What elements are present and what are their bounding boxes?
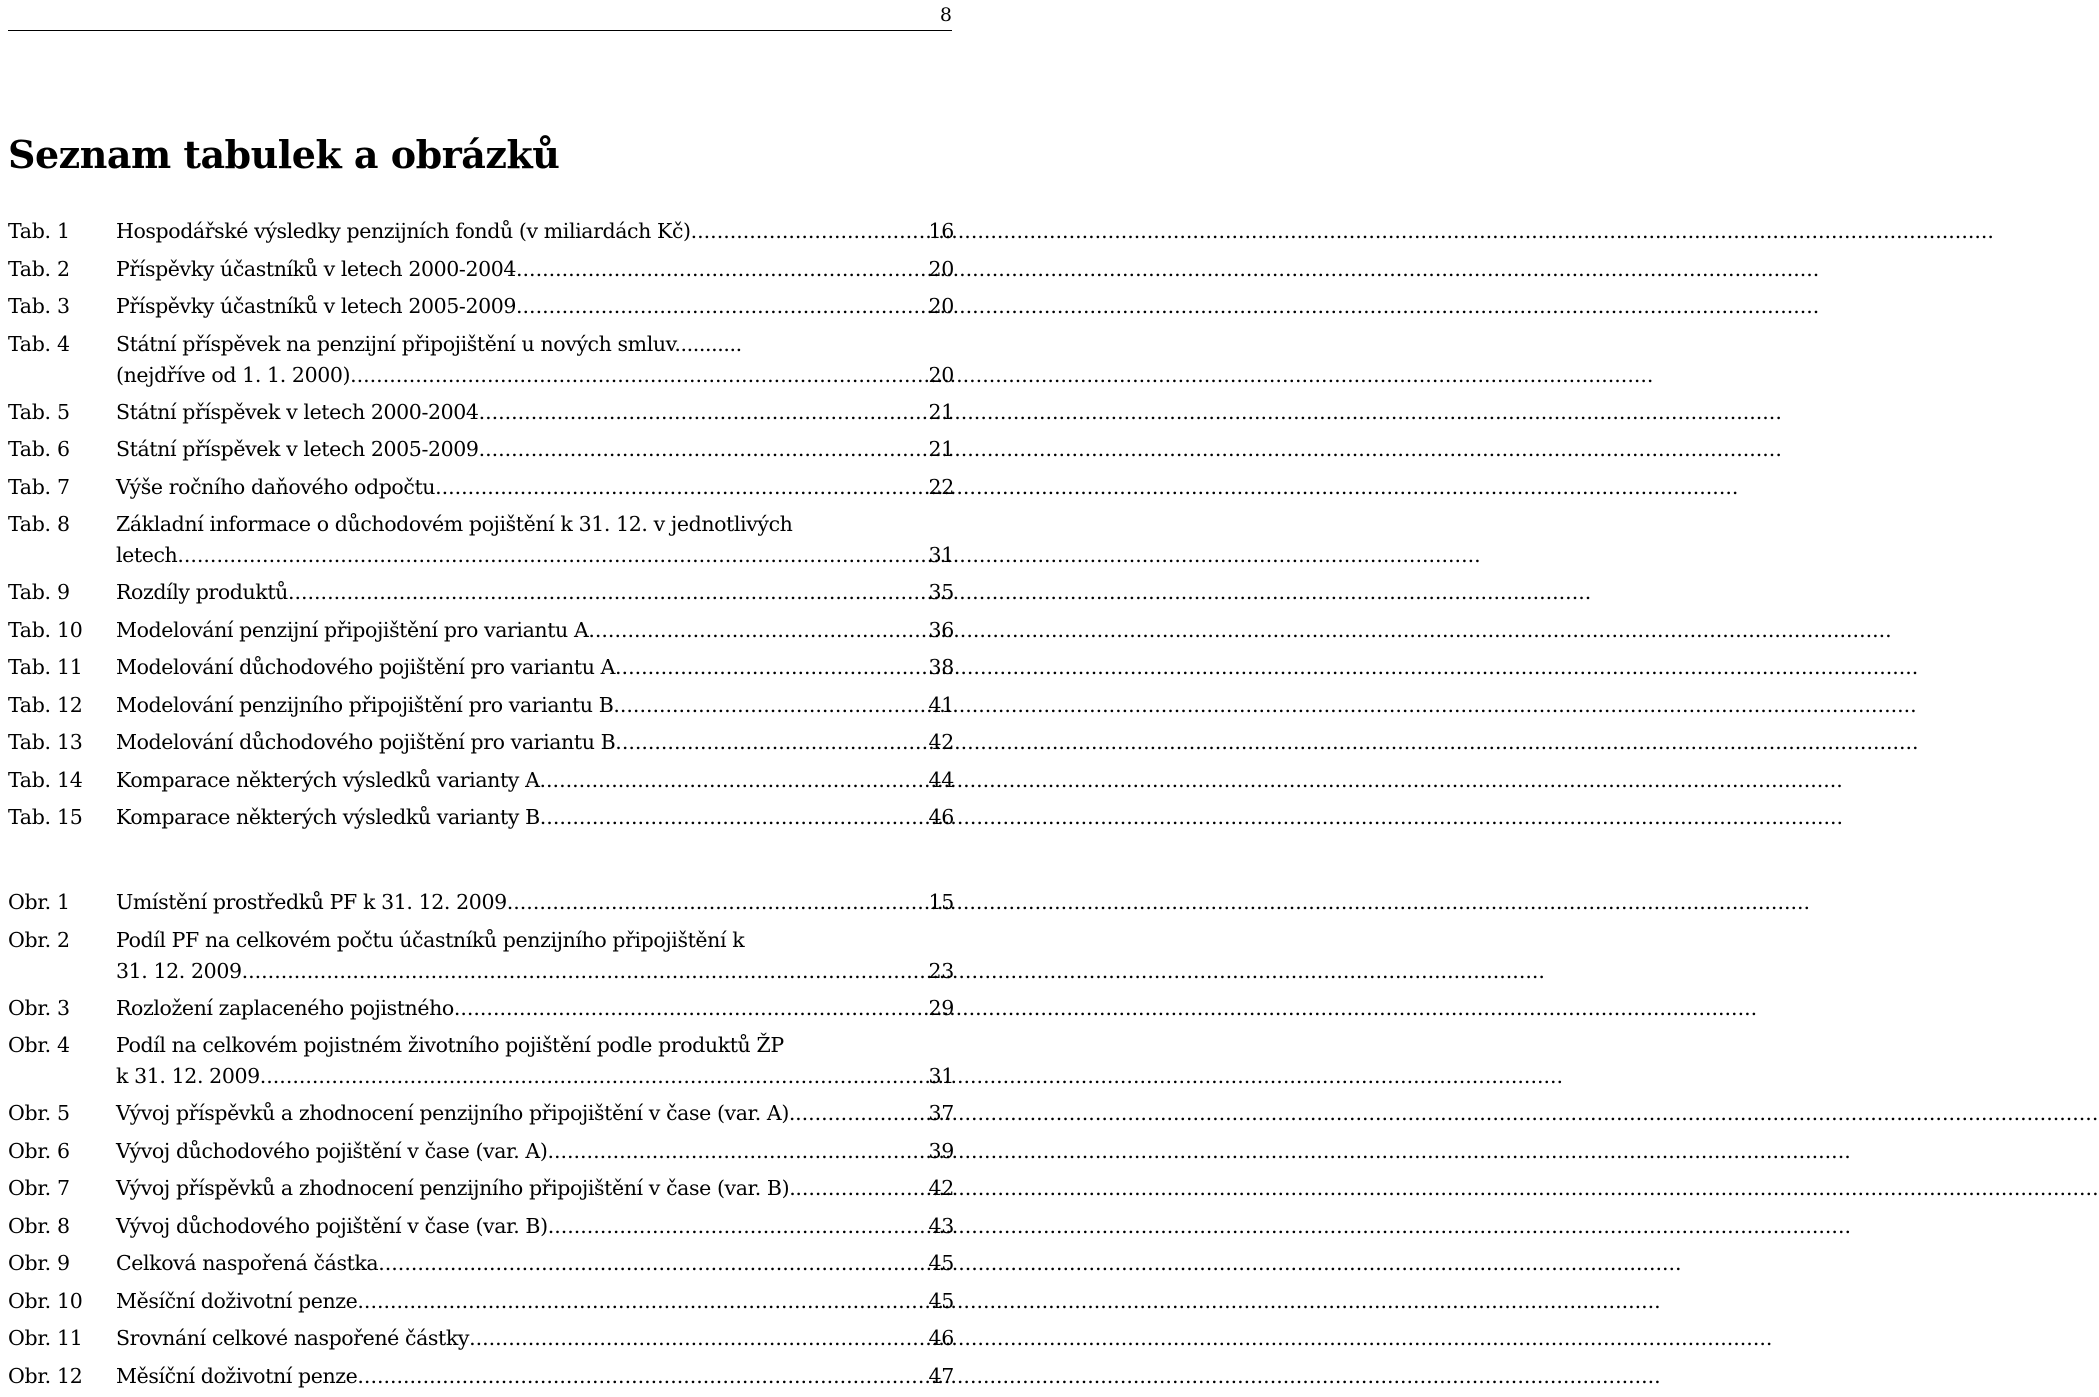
- figure-entry-label: Obr. 7: [8, 1176, 70, 1200]
- table-entry-title: Modelování důchodového pojištění pro variantu A: [116, 655, 616, 679]
- figure-entry-page-number: 31: [928, 1064, 954, 1088]
- figure-entry-label: Obr. 6: [8, 1138, 70, 1163]
- dot-leader: [795, 1095, 926, 1133]
- table-entry-title: Příspěvky účastníků v letech 2005-2009: [116, 294, 517, 318]
- table-entry-title-line: Základní informace o důchodovém pojištění k 31. 12. v jednotlivých: [116, 512, 793, 536]
- table-entry-title: Výše ročního daňového odpočtu: [116, 474, 436, 499]
- table-entry-label: Tab. 4: [8, 331, 70, 356]
- figure-entry-body: [116, 1133, 954, 1171]
- table-entry-page-number: 44: [928, 767, 954, 792]
- table-entry[interactable]: [8, 762, 954, 800]
- table-entry-label: Tab. 11: [8, 655, 83, 679]
- table-entry[interactable]: [8, 288, 954, 326]
- figure-entry-page-number: 29: [928, 995, 954, 1020]
- figure-entry-page-number: 43: [928, 1213, 954, 1238]
- table-entry-body: [116, 288, 954, 326]
- dot-leader: [691, 213, 927, 251]
- figure-entry-label: Obr. 11: [8, 1326, 83, 1350]
- table-entry-page-number: 21: [928, 399, 954, 424]
- table-entry-body: [116, 612, 954, 650]
- table-entry-body: [116, 799, 954, 837]
- figure-entry[interactable]: [8, 1208, 954, 1246]
- dot-leader: [548, 1208, 927, 1246]
- dot-leader: [288, 574, 927, 612]
- table-entry-page-number: 20: [928, 256, 954, 281]
- page-number: 8: [939, 4, 952, 26]
- table-entry-title: Rozdíly produktů: [116, 580, 288, 604]
- figure-entry-title: k 31. 12. 2009: [116, 1064, 260, 1088]
- table-entry-label: Tab. 8: [8, 512, 70, 536]
- table-entry-body: [116, 762, 954, 800]
- figure-entry-leader-line: [116, 1095, 954, 1133]
- table-entry-leader-line: [116, 540, 954, 571]
- table-entry-page-number: 21: [928, 437, 954, 461]
- figure-entry-body: [116, 1095, 954, 1133]
- figure-entry-label: Obr. 9: [8, 1251, 70, 1275]
- list-of-tables: [8, 213, 954, 837]
- table-entry-body: [116, 329, 954, 391]
- dot-leader: [357, 1283, 926, 1321]
- table-entry-label: Tab. 7: [8, 474, 70, 499]
- figure-entry-title: 31. 12. 2009: [116, 958, 242, 983]
- table-entry-leader-line: [116, 251, 954, 289]
- figure-entry-title: Měsíční doživotní penze: [116, 1288, 358, 1313]
- dot-leader: [615, 724, 926, 762]
- table-entry-page-number: 36: [928, 617, 954, 642]
- table-entry-body: [116, 469, 954, 507]
- figure-entry-label: Obr. 10: [8, 1288, 83, 1313]
- figure-entry-page-number: 42: [928, 1176, 954, 1200]
- table-entry-label: Tab. 15: [8, 805, 83, 829]
- dot-leader: [454, 990, 927, 1028]
- table-entry-leader-line: [116, 799, 954, 837]
- dot-leader: [540, 762, 927, 800]
- figure-entry-leader-line: [116, 1061, 954, 1092]
- figure-entry-body: [116, 925, 954, 987]
- figure-entry-label: Obr. 1: [8, 890, 70, 914]
- table-entry-body: [116, 724, 954, 762]
- table-entry-leader-line: [116, 574, 954, 612]
- figure-entry-leader-line: [116, 1170, 954, 1208]
- table-entry[interactable]: [8, 612, 954, 650]
- table-entry[interactable]: [8, 394, 954, 432]
- dot-leader: [540, 799, 927, 837]
- table-entry[interactable]: [8, 213, 954, 251]
- table-entry-body: [116, 394, 954, 432]
- table-entry-title: Modelování důchodového pojištění pro variantu B: [116, 730, 616, 754]
- table-entry-title: letech: [116, 543, 178, 567]
- figure-entry-label: Obr. 5: [8, 1101, 70, 1125]
- table-entry-body: [116, 251, 954, 289]
- table-entry-leader-line: [116, 687, 954, 725]
- figure-entry-body: [116, 1208, 954, 1246]
- figure-entry-title: Umístění prostředků PF k 31. 12. 2009: [116, 890, 507, 914]
- figure-entry-title: Měsíční doživotní penze: [116, 1363, 358, 1388]
- table-entry-label: Tab. 13: [8, 730, 83, 754]
- table-entry-page-number: 20: [928, 362, 954, 387]
- figure-entry-label: Obr. 8: [8, 1213, 70, 1238]
- figure-entry[interactable]: [8, 1358, 954, 1396]
- table-entry-title: Státní příspěvek v letech 2005-2009: [116, 437, 479, 461]
- dot-leader: [435, 469, 926, 507]
- table-entry-title: Hospodářské výsledky penzijních fondů (v miliardách Kč): [116, 219, 691, 243]
- table-entry-page-number: 31: [928, 543, 954, 567]
- dot-leader: [547, 1133, 926, 1171]
- table-entry-page-number: 41: [928, 692, 954, 717]
- table-entry-body: [116, 213, 954, 251]
- table-entry[interactable]: [8, 799, 954, 837]
- figure-entry-title-line: Podíl na celkovém pojistném životního pojištění podle produktů ŽP: [116, 1033, 784, 1057]
- figure-entry-title-line: Podíl PF na celkovém počtu účastníků penzijního připojištění k: [116, 927, 745, 952]
- table-entry-leader-line: [116, 288, 954, 326]
- table-entry-page-number: 35: [928, 580, 954, 604]
- dot-leader: [177, 540, 926, 571]
- table-entry[interactable]: [8, 574, 954, 612]
- table-entry-leader-line: [116, 762, 954, 800]
- dot-leader: [479, 394, 927, 432]
- figure-entry-body: [116, 1358, 954, 1396]
- figure-entry[interactable]: [8, 884, 954, 922]
- figure-entry[interactable]: [8, 1283, 954, 1321]
- table-entry-page-number: 46: [928, 805, 954, 829]
- dot-leader: [242, 956, 927, 987]
- figure-entry-page-number: 37: [928, 1101, 954, 1125]
- dot-leader: [350, 360, 926, 391]
- figure-entry[interactable]: [8, 1170, 954, 1208]
- table-entry-title: Státní příspěvek v letech 2000-2004: [116, 399, 479, 424]
- table-entry-label: Tab. 12: [8, 692, 83, 717]
- figure-entry-page-number: 45: [928, 1288, 954, 1313]
- dot-leader: [378, 1245, 926, 1283]
- table-entry-title: (nejdříve od 1. 1. 2000): [116, 362, 351, 387]
- table-entry-page-number: 20: [928, 294, 954, 318]
- figure-entry-leader-line: [116, 884, 954, 922]
- figure-entry-page-number: 15: [928, 890, 954, 914]
- dot-leader: [357, 1358, 926, 1396]
- figure-entry-leader-line: [116, 1208, 954, 1246]
- dot-leader: [615, 649, 926, 687]
- figure-entry-title: Srovnání celkové naspořené částky: [116, 1326, 470, 1350]
- table-entry[interactable]: [8, 431, 954, 469]
- dot-leader: [795, 1170, 926, 1208]
- table-entry-body: [116, 509, 954, 571]
- figure-entry-title: Vývoj příspěvků a zhodnocení penzijního připojištění v čase (var. B).: [116, 1176, 796, 1200]
- table-entry-leader-line: [116, 394, 954, 432]
- table-entry-leader-line: [116, 649, 954, 687]
- dot-leader: [516, 288, 926, 326]
- figure-entry-body: [116, 1030, 954, 1092]
- dot-leader: [516, 251, 926, 289]
- figure-entry-body: [116, 884, 954, 922]
- figure-entry-body: [116, 1245, 954, 1283]
- table-entry-title: Komparace některých výsledků varianty A: [116, 767, 540, 792]
- table-entry-title: Komparace některých výsledků varianty B: [116, 805, 540, 829]
- table-entry-label: Tab. 6: [8, 437, 70, 461]
- table-entry-body: [116, 431, 954, 469]
- table-entry[interactable]: [8, 687, 954, 725]
- page-title: Seznam tabulek a obrázků: [8, 132, 560, 177]
- figure-entry[interactable]: [8, 1133, 954, 1171]
- figure-entry-body: [116, 1283, 954, 1321]
- figure-entry-body: [116, 1320, 954, 1358]
- table-entry[interactable]: [8, 724, 954, 762]
- dot-leader: [469, 1320, 926, 1358]
- figure-entry-leader-line: [116, 1245, 954, 1283]
- figure-entry-page-number: 46: [928, 1326, 954, 1350]
- table-entry-page-number: 22: [928, 474, 954, 499]
- table-entry-leader-line: [116, 612, 954, 650]
- table-entry-label: Tab. 14: [8, 767, 83, 792]
- figure-entry-title: Vývoj důchodového pojištění v čase (var. A): [116, 1138, 548, 1163]
- figure-entry-leader-line: [116, 956, 954, 987]
- figure-entry[interactable]: [8, 1320, 954, 1358]
- header-rule: [8, 30, 952, 31]
- table-entry-leader-line: [116, 431, 954, 469]
- table-entry-title: Modelování penzijní připojištění pro variantu A: [116, 617, 589, 642]
- dot-leader: [588, 612, 926, 650]
- figure-entry-page-number: 23: [928, 958, 954, 983]
- figure-entry[interactable]: [8, 922, 954, 990]
- table-entry-body: [116, 574, 954, 612]
- figure-entry-label: Obr. 2: [8, 927, 70, 952]
- table-entry-page-number: 42: [928, 730, 954, 754]
- figure-entry-leader-line: [116, 1358, 954, 1396]
- table-entry[interactable]: [8, 649, 954, 687]
- table-entry-leader-line: [116, 469, 954, 507]
- dot-leader: [260, 1061, 927, 1092]
- figure-entry-body: [116, 990, 954, 1028]
- figure-entry[interactable]: [8, 1245, 954, 1283]
- table-entry-title: Příspěvky účastníků v letech 2000-2004: [116, 256, 517, 281]
- table-entry-label: Tab. 2: [8, 256, 70, 281]
- table-entry-label: Tab. 3: [8, 294, 70, 318]
- table-entry-label: Tab. 9: [8, 580, 70, 604]
- figure-entry-title: Vývoj příspěvků a zhodnocení penzijního připojištění v čase (var. A).: [116, 1101, 796, 1125]
- figure-entry-leader-line: [116, 1283, 954, 1321]
- figure-entry-page-number: 47: [928, 1363, 954, 1388]
- table-entry-title: Modelování penzijního připojištění pro variantu B: [116, 692, 614, 717]
- figure-entry[interactable]: [8, 1027, 954, 1095]
- figure-entry-label: Obr. 4: [8, 1033, 70, 1057]
- table-entry-body: [116, 649, 954, 687]
- table-entry-label: Tab. 5: [8, 399, 70, 424]
- figure-entry-leader-line: [116, 990, 954, 1028]
- table-entry-leader-line: [116, 724, 954, 762]
- figure-entry-page-number: 45: [928, 1251, 954, 1275]
- table-entry[interactable]: [8, 326, 954, 394]
- figure-entry-title: Rozložení zaplaceného pojistného: [116, 995, 454, 1020]
- figure-entry-label: Obr. 12: [8, 1363, 83, 1388]
- figure-entry-title: Celková naspořená částka: [116, 1251, 379, 1275]
- figure-entry[interactable]: [8, 1095, 954, 1133]
- dot-leader: [507, 884, 927, 922]
- table-entry-title-line: Státní příspěvek na penzijní připojištění u nových smluv...........: [116, 331, 742, 356]
- table-entry-page-number: 16: [928, 219, 954, 243]
- table-entry-leader-line: [116, 213, 954, 251]
- figure-entry-title: Vývoj důchodového pojištění v čase (var. B): [116, 1213, 548, 1238]
- dot-leader: [613, 687, 926, 725]
- figure-entry-page-number: 39: [928, 1138, 954, 1163]
- figure-entry-leader-line: [116, 1133, 954, 1171]
- table-entry-body: [116, 687, 954, 725]
- dot-leader: [479, 431, 927, 469]
- list-of-figures: [8, 884, 954, 1395]
- table-entry-label: Tab. 10: [8, 617, 83, 642]
- figure-entry-leader-line: [116, 1320, 954, 1358]
- table-entry-leader-line: [116, 360, 954, 391]
- figure-entry[interactable]: [8, 990, 954, 1028]
- table-entry-page-number: 38: [928, 655, 954, 679]
- table-entry-label: Tab. 1: [8, 219, 70, 243]
- figure-entry-label: Obr. 3: [8, 995, 70, 1020]
- figure-entry-body: [116, 1170, 954, 1208]
- table-entry[interactable]: [8, 251, 954, 289]
- table-entry[interactable]: [8, 506, 954, 574]
- table-entry[interactable]: [8, 469, 954, 507]
